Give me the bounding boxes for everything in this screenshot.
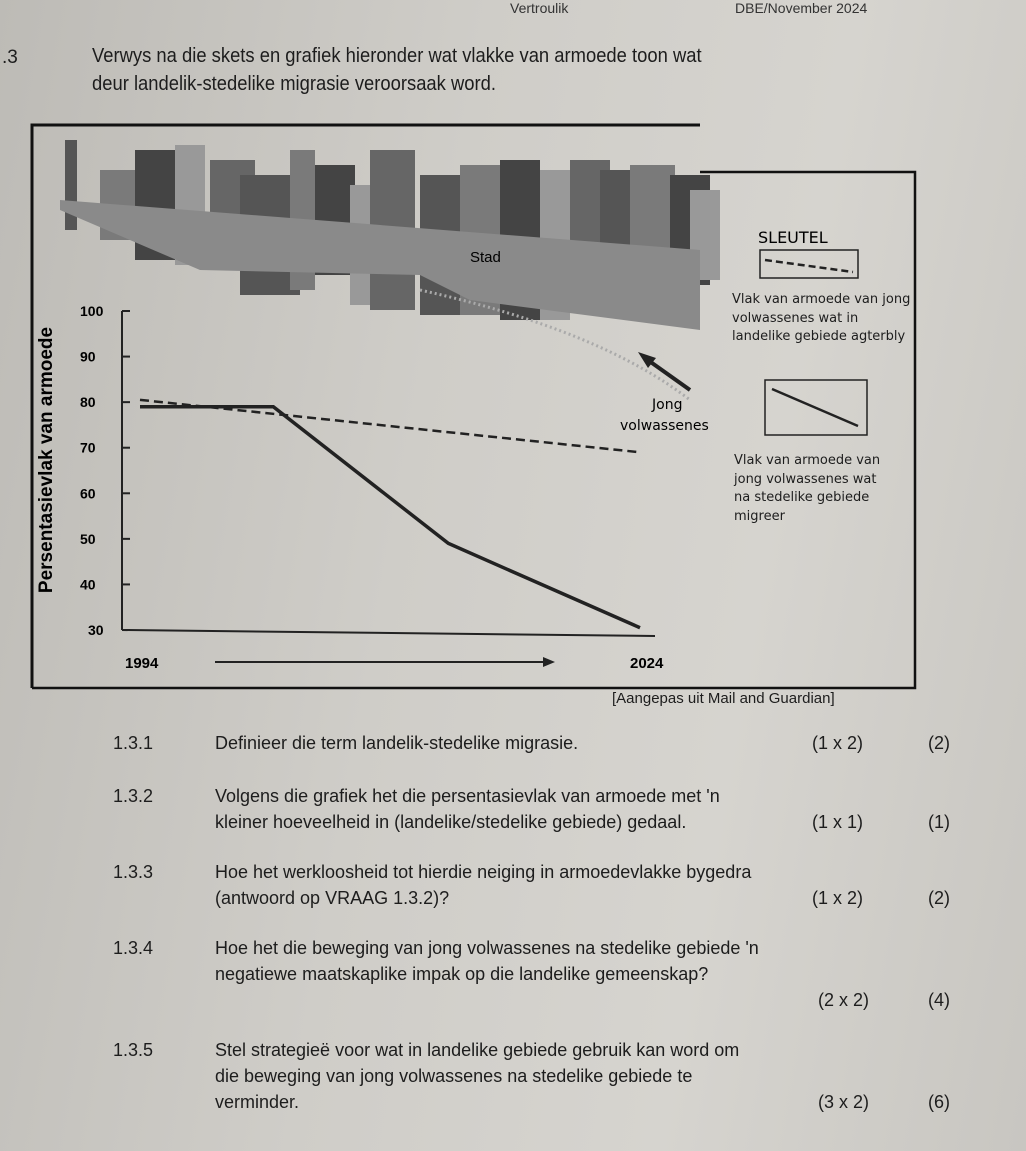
y-tick-label: 50: [80, 530, 96, 547]
question-intro-line2: deur landelik-stedelike migrasie veroorsaak word.: [92, 73, 496, 95]
subquestion-text-line: negatiewe maatskaplike impak op die landelike gemeenskap?: [215, 964, 709, 984]
y-tick-label: 90: [80, 348, 96, 365]
y-tick-label: 70: [80, 439, 96, 456]
subquestion-number: 1.3.1: [113, 733, 154, 753]
y-tick-label: 60: [80, 485, 96, 502]
marks-total: (2): [928, 888, 950, 908]
mark-allocation: (1 x 2): [812, 733, 864, 753]
mark-allocation: (3 x 2): [818, 1092, 870, 1112]
city-skyline-sketch: [60, 140, 720, 330]
y-tick-label: 80: [80, 394, 96, 411]
subquestion-text-line: Hoe het die beweging van jong volwassenes na stedelike gebiede 'n: [215, 938, 759, 958]
header-confidential: Vertroulik: [510, 0, 569, 16]
legend-solid-text: Vlak van armoede van jong volwassenes wat na stedelike gebiede migreer: [734, 453, 881, 524]
subquestion-text-line: die beweging van jong volwassenes na stedelike gebiede te: [215, 1066, 693, 1086]
subquestion-number: 1.3.4: [113, 938, 154, 958]
y-tick-label: 30: [88, 622, 104, 638]
y-axis-label: Persentasievlak van armoede: [36, 326, 57, 594]
legend-title: SLEUTEL: [758, 228, 828, 247]
y-tick-label: 40: [80, 576, 96, 593]
header-date: DBE/November 2024: [735, 0, 868, 16]
marks-total: (2): [928, 733, 950, 753]
mark-allocation: (2 x 2): [818, 990, 870, 1010]
arrow-label-volwassenes: volwassenes: [620, 418, 709, 434]
series-urban-solid-line: [140, 407, 640, 628]
marks-total: (4): [928, 990, 950, 1010]
subquestion-text-line: Definieer die term landelik-stedelike migrasie.: [215, 733, 579, 753]
mark-allocation: (1 x 2): [812, 888, 864, 908]
legend-dashed-text: Vlak van armoede van jong volwassenes wat in landelike gebiede agterbly: [732, 292, 911, 344]
marks-total: (6): [928, 1092, 950, 1112]
subquestion-text-line: verminder.: [215, 1092, 300, 1112]
subquestion-text-line: kleiner hoeveelheid in (landelike/stedelike gebiede) gedaal.: [215, 812, 687, 832]
x-tick-label: 1994: [125, 655, 159, 672]
subquestion-number: 1.3.2: [113, 786, 154, 806]
arrow-label-jong: Jong: [652, 397, 683, 413]
subquestion-text-line: (antwoord op VRAAG 1.3.2)?: [215, 888, 450, 908]
legend-dashed-line: [765, 260, 853, 272]
x-tick-label: 2024: [630, 655, 664, 672]
y-tick-label: 100: [80, 303, 104, 319]
figure-source: [Aangepas uit Mail and Guardian]: [612, 690, 835, 707]
time-arrowhead-icon: [543, 657, 555, 667]
subquestion-text-line: Stel strategieë voor wat in landelike gebiede gebruik kan word om: [215, 1040, 740, 1060]
question-number: .3: [2, 47, 18, 68]
subquestion-text-line: Hoe het werkloosheid tot hierdie neiging in armoedevlakke bygedra: [215, 862, 752, 882]
city-label: Stad: [470, 249, 501, 266]
marks-total: (1): [928, 812, 950, 832]
legend-solid-line: [772, 389, 858, 426]
mark-allocation: (1 x 1): [812, 812, 864, 832]
question-intro-line1: Verwys na die skets en grafiek hieronder wat vlakke van armoede toon wat: [92, 45, 702, 67]
x-axis-line: [122, 630, 655, 636]
subquestion-number: 1.3.3: [113, 862, 154, 882]
legend-dashed-swatch-box: [760, 250, 858, 278]
subquestion-text-line: Volgens die grafiek het die persentasievlak van armoede met 'n: [215, 786, 720, 806]
subquestion-number: 1.3.5: [113, 1040, 154, 1060]
